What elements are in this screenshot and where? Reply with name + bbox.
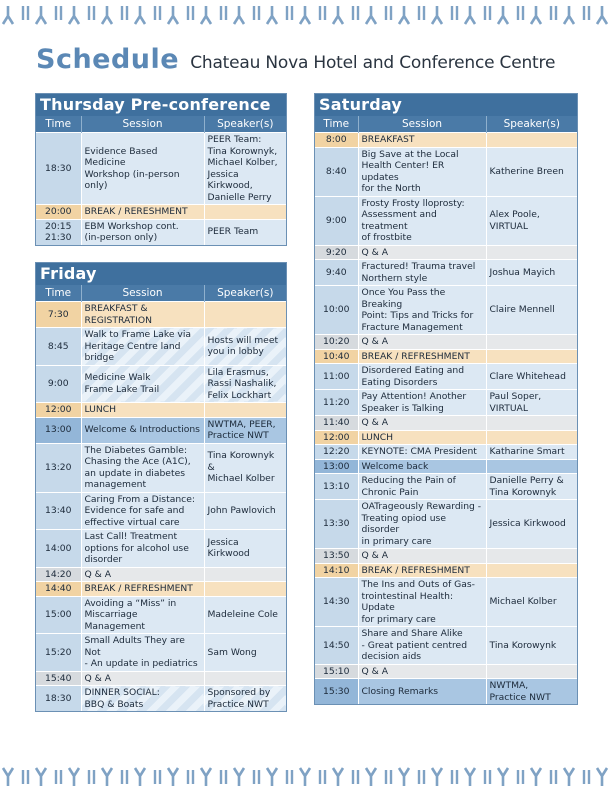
row-time: 12:00 xyxy=(315,430,358,445)
row-time: 9:20 xyxy=(315,245,358,260)
row-session: Fractured! Trauma travel Northern style xyxy=(358,260,486,286)
table-header-row xyxy=(315,116,577,133)
row-session: The Diabetes Gamble: Chasing the Ace (A1C), an update in diabetes management xyxy=(81,443,204,492)
row-session: Closing Remarks xyxy=(358,679,486,705)
row-time: 14:50 xyxy=(315,627,358,665)
row-speaker xyxy=(486,245,577,260)
row-session: Walk to Frame Lake via Heritage Centre land bridge xyxy=(81,328,204,366)
row-time: 10:40 xyxy=(315,349,358,364)
row-time: 20:00 xyxy=(36,205,81,220)
column-header-time: Time xyxy=(36,116,81,133)
row-session: Caring From a Distance: Evidence for safe and effective virtual care xyxy=(81,492,204,530)
row-time: 20:15 21:30 xyxy=(36,219,81,245)
row-time: 14:10 xyxy=(315,563,358,578)
schedule-row xyxy=(36,417,286,443)
row-time: 13:30 xyxy=(315,500,358,549)
row-speaker xyxy=(204,582,286,597)
row-session: Q & A xyxy=(358,245,486,260)
thursday-title: Thursday Pre-conference xyxy=(36,94,286,116)
row-time: 15:40 xyxy=(36,671,81,686)
schedule-row xyxy=(36,328,286,366)
row-speaker: Katherine Breen xyxy=(486,147,577,196)
row-session: KEYNOTE: CMA President xyxy=(358,445,486,460)
row-session: Avoiding a “Miss” in Miscarriage Management xyxy=(81,596,204,634)
schedule-row xyxy=(315,260,577,286)
row-session: Small Adults They are Not - An update in pediatrics xyxy=(81,634,204,672)
schedule-row xyxy=(36,403,286,418)
row-speaker xyxy=(204,302,286,328)
schedule-row xyxy=(315,679,577,705)
row-speaker: Danielle Perry & Tina Korownyk xyxy=(486,474,577,500)
row-time: 10:00 xyxy=(315,286,358,335)
column-header-speakers: Speaker(s) xyxy=(204,116,286,133)
table-header-row xyxy=(36,285,286,302)
row-time: 15:00 xyxy=(36,596,81,634)
pattern-icon xyxy=(0,762,612,792)
row-time: 12:20 xyxy=(315,445,358,460)
schedule-row xyxy=(315,664,577,679)
row-time: 10:20 xyxy=(315,335,358,350)
schedule-row xyxy=(315,133,577,148)
row-speaker: Clare Whitehead xyxy=(486,364,577,390)
row-speaker xyxy=(486,430,577,445)
row-speaker: Claire Mennell xyxy=(486,286,577,335)
row-session: Frosty Frosty lloprosty: Assessment and treatment of frostbite xyxy=(358,196,486,245)
schedule-row xyxy=(36,443,286,492)
column-header-time: Time xyxy=(315,116,358,133)
row-speaker xyxy=(486,416,577,431)
row-speaker xyxy=(204,671,286,686)
schedule-row xyxy=(315,549,577,564)
schedule-row xyxy=(36,671,286,686)
row-session: BREAKFAST & REGISTRATION xyxy=(81,302,204,328)
row-speaker xyxy=(204,567,286,582)
row-time: 11:00 xyxy=(315,364,358,390)
row-session: Q & A xyxy=(81,567,204,582)
table-header-row xyxy=(36,116,286,133)
schedule-row xyxy=(36,365,286,403)
row-time: 13:00 xyxy=(315,459,358,474)
row-speaker: Tina Korowynk xyxy=(486,627,577,665)
row-time: 15:30 xyxy=(315,679,358,705)
column-header-speakers: Speaker(s) xyxy=(204,285,286,302)
schedule-row xyxy=(315,563,577,578)
schedule-row xyxy=(315,245,577,260)
row-session: Welcome & Introductions xyxy=(81,417,204,443)
schedule-row xyxy=(36,634,286,672)
title-venue: Chateau Nova Hotel and Conference Centre xyxy=(190,53,556,73)
row-time: 12:00 xyxy=(36,403,81,418)
row-session: Q & A xyxy=(81,671,204,686)
row-time: 8:45 xyxy=(36,328,81,366)
schedule-row xyxy=(315,196,577,245)
row-time: 14:30 xyxy=(315,578,358,627)
row-speaker: Hosts will meet you in lobby xyxy=(204,328,286,366)
row-session: LUNCH xyxy=(81,403,204,418)
row-session: BREAK / RERESHMENT xyxy=(81,205,204,220)
row-time: 14:40 xyxy=(36,582,81,597)
row-time: 13:50 xyxy=(315,549,358,564)
schedule-row xyxy=(36,492,286,530)
thursday-schedule xyxy=(35,93,287,246)
row-session: BREAK / REFRESHMENT xyxy=(358,563,486,578)
row-session: Q & A xyxy=(358,335,486,350)
row-speaker xyxy=(486,335,577,350)
schedule-row xyxy=(36,582,286,597)
row-session: Big Save at the Local Health Center! ER updates for the North xyxy=(358,147,486,196)
schedule-row xyxy=(315,390,577,416)
row-speaker: PEER Team: Tina Korownyk, Michael Kolber, Jessica Kirkwood, Danielle Perry xyxy=(204,133,286,205)
row-time: 14:20 xyxy=(36,567,81,582)
row-time: 18:30 xyxy=(36,133,81,205)
row-session: Medicine Walk Frame Lake Trail xyxy=(81,365,204,403)
schedule-row xyxy=(315,416,577,431)
schedule-row xyxy=(315,349,577,364)
row-speaker: Sam Wong xyxy=(204,634,286,672)
row-session: Q & A xyxy=(358,664,486,679)
column-header-session: Session xyxy=(81,116,204,133)
row-session: DINNER SOCIAL: BBQ & Boats xyxy=(81,686,204,712)
schedule-row xyxy=(36,205,286,220)
schedule-row xyxy=(315,286,577,335)
schedule-row xyxy=(315,500,577,549)
row-speaker: Jessica Kirkwood xyxy=(204,530,286,568)
row-session: Last Call! Treatment options for alcohol use disorder xyxy=(81,530,204,568)
row-session: EBM Workshop cont. (in-person only) xyxy=(81,219,204,245)
saturday-schedule xyxy=(314,93,578,705)
row-session: Reducing the Pain of Chronic Pain xyxy=(358,474,486,500)
row-time: 11:20 xyxy=(315,390,358,416)
row-session: Disordered Eating and Eating Disorders xyxy=(358,364,486,390)
row-speaker xyxy=(486,664,577,679)
row-speaker xyxy=(486,563,577,578)
row-time: 7:30 xyxy=(36,302,81,328)
row-speaker: Alex Poole, VIRTUAL xyxy=(486,196,577,245)
schedule-row xyxy=(315,147,577,196)
page-title xyxy=(36,44,555,75)
row-speaker xyxy=(486,459,577,474)
pattern-icon xyxy=(0,0,612,30)
schedule-row xyxy=(315,578,577,627)
row-time: 14:00 xyxy=(36,530,81,568)
bottom-decorative-border xyxy=(0,762,612,792)
schedule-row xyxy=(36,686,286,712)
row-session: The Ins and Outs of Gas- trointestinal Health: Update for primary care xyxy=(358,578,486,627)
row-time: 9:00 xyxy=(36,365,81,403)
row-session: Welcome back xyxy=(358,459,486,474)
schedule-row xyxy=(315,445,577,460)
column-header-time: Time xyxy=(36,285,81,302)
saturday-rows xyxy=(315,133,577,705)
friday-table xyxy=(36,285,286,711)
schedule-row xyxy=(315,459,577,474)
row-session: Evidence Based Medicine Workshop (in-person only) xyxy=(81,133,204,205)
thursday-table xyxy=(36,116,286,245)
row-session: BREAK / REFRESHMENT xyxy=(81,582,204,597)
row-speaker xyxy=(204,205,286,220)
row-speaker: John Pawlovich xyxy=(204,492,286,530)
row-time: 13:40 xyxy=(36,492,81,530)
row-speaker: Michael Kolber xyxy=(486,578,577,627)
row-time: 15:20 xyxy=(36,634,81,672)
friday-schedule xyxy=(35,262,287,712)
row-time: 13:00 xyxy=(36,417,81,443)
schedule-row xyxy=(36,596,286,634)
row-speaker xyxy=(486,349,577,364)
row-time: 18:30 xyxy=(36,686,81,712)
row-time: 9:40 xyxy=(315,260,358,286)
row-session: Pay Attention! Another Speaker is Talking xyxy=(358,390,486,416)
row-speaker: Paul Soper, VIRTUAL xyxy=(486,390,577,416)
schedule-row xyxy=(315,335,577,350)
row-session: BREAKFAST xyxy=(358,133,486,148)
column-header-session: Session xyxy=(81,285,204,302)
thursday-rows xyxy=(36,133,286,245)
row-speaker: Tina Korownyk & Michael Kolber xyxy=(204,443,286,492)
schedule-row xyxy=(315,430,577,445)
row-session: Q & A xyxy=(358,416,486,431)
schedule-row xyxy=(36,133,286,205)
row-session: LUNCH xyxy=(358,430,486,445)
schedule-row xyxy=(36,567,286,582)
schedule-row xyxy=(315,627,577,665)
schedule-row xyxy=(36,302,286,328)
friday-rows xyxy=(36,302,286,712)
row-time: 13:10 xyxy=(315,474,358,500)
row-time: 15:10 xyxy=(315,664,358,679)
row-session: BREAK / REFRESHMENT xyxy=(358,349,486,364)
row-session: OATrageously Rewarding - Treating opiod use disorder in primary care xyxy=(358,500,486,549)
schedule-row xyxy=(36,219,286,245)
column-header-speakers: Speaker(s) xyxy=(486,116,577,133)
row-time: 8:40 xyxy=(315,147,358,196)
row-session: Once You Pass the Breaking Point: Tips and Tricks for Fracture Management xyxy=(358,286,486,335)
top-decorative-border xyxy=(0,0,612,30)
row-speaker: Jessica Kirkwood xyxy=(486,500,577,549)
saturday-title: Saturday xyxy=(315,94,577,116)
row-speaker: Joshua Mayich xyxy=(486,260,577,286)
row-speaker: NWTMA, Practice NWT xyxy=(486,679,577,705)
schedule-row xyxy=(36,530,286,568)
row-speaker: Madeleine Cole xyxy=(204,596,286,634)
row-time: 9:00 xyxy=(315,196,358,245)
row-speaker xyxy=(204,403,286,418)
row-speaker: NWTMA, PEER, Practice NWT xyxy=(204,417,286,443)
row-time: 11:40 xyxy=(315,416,358,431)
row-speaker: PEER Team xyxy=(204,219,286,245)
row-session: Q & A xyxy=(358,549,486,564)
row-time: 8:00 xyxy=(315,133,358,148)
row-speaker: Katharine Smart xyxy=(486,445,577,460)
schedule-row xyxy=(315,474,577,500)
row-session: Share and Share Alike - Great patient centred decision aids xyxy=(358,627,486,665)
schedule-row xyxy=(315,364,577,390)
row-speaker: Lila Erasmus, Rassi Nashalik, Felix Lockhart xyxy=(204,365,286,403)
saturday-table xyxy=(315,116,577,704)
friday-title: Friday xyxy=(36,263,286,285)
row-speaker xyxy=(486,133,577,148)
column-header-session: Session xyxy=(358,116,486,133)
row-speaker: Sponsored by Practice NWT xyxy=(204,686,286,712)
row-speaker xyxy=(486,549,577,564)
row-time: 13:20 xyxy=(36,443,81,492)
title-main: Schedule xyxy=(36,44,180,75)
